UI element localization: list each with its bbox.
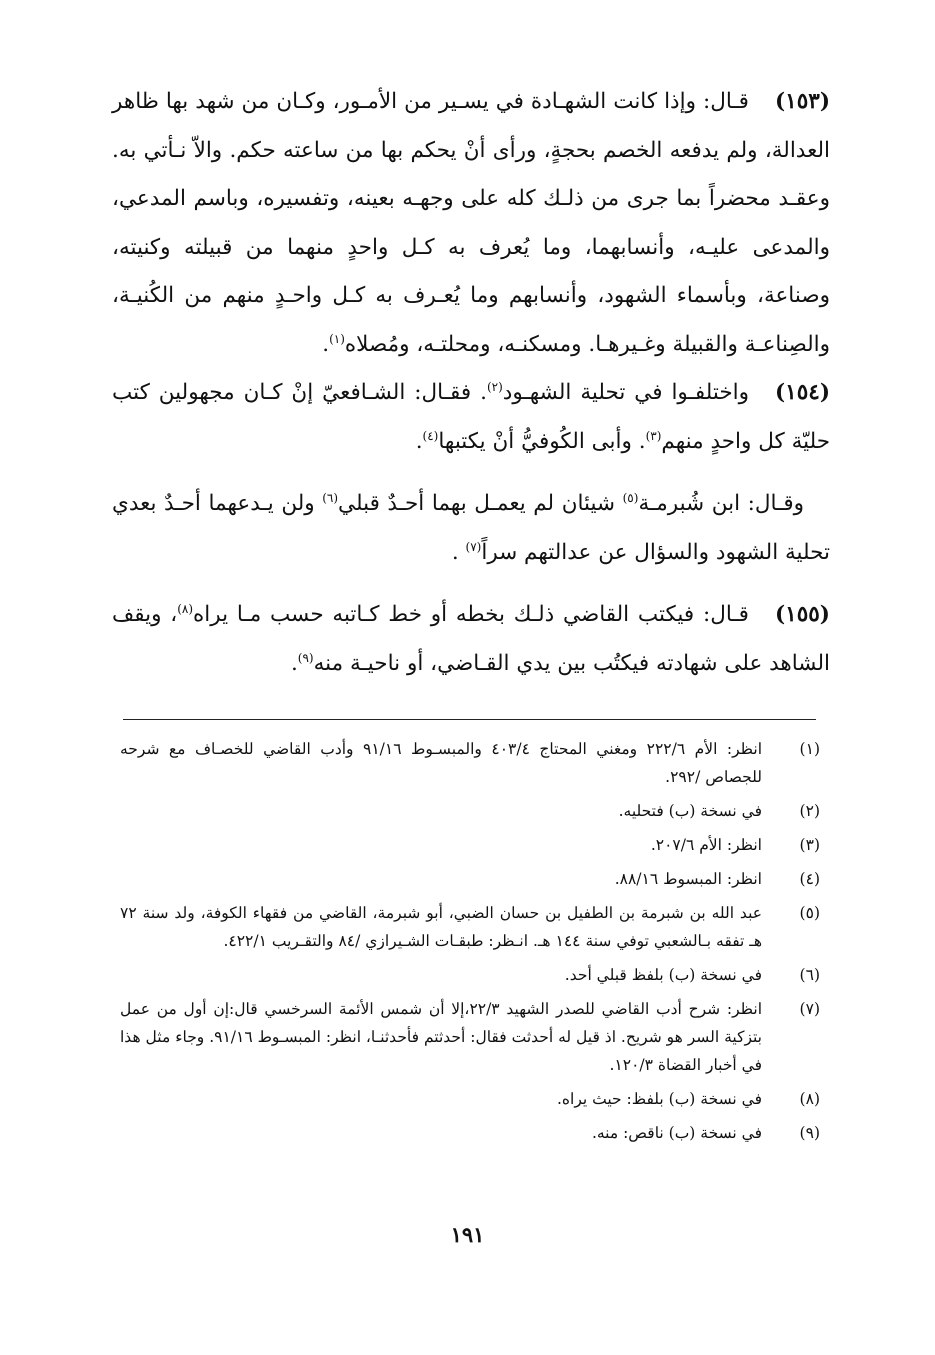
paragraph-text: ، ويقف الشاهد على شهادته فيكتُب بين يدي القـاضي، أو ناحيـة منه: [112, 602, 830, 676]
paragraph: [112, 591, 830, 688]
footnote: [120, 995, 820, 1079]
footnote-separator: [123, 719, 816, 720]
footnote-marker: (١): [329, 331, 345, 346]
paragraph-text: . فقـال: الشـافعيّ إنْ كـان مجهولين كتب حليّة كل واحدٍ منهم: [112, 380, 830, 454]
footnote-marker: (٢): [486, 379, 503, 394]
paragraph-text: شيئان لم يعمـل بهما أحـدٌ قبلي: [338, 491, 623, 516]
footnote-number: (٩): [799, 1124, 820, 1142]
footnote-text: انظر: الأم ٢٢٢/٦ ومغني المحتاج ٤٠٣/٤ والمبسـوط ٩١/١٦ وأدب القاضي للخصـاف مع شرحه للجصاص /٢٩٢.: [120, 740, 763, 786]
paragraph-number: (١٥٥): [774, 602, 830, 627]
footnote-text: عبد الله بن شبرمة بن الطفيل بن حسان الضبي، أبو شبرمة، القاضي من فقهاء الكوفة، ولد سنة ٧٢ هـ تفقه بـالشعبي توفي سنة ١٤٤ هـ. انـظر: طبقـات الشـيرازي /٨٤ والتقـريب ٤٢٢/١.: [120, 904, 762, 950]
paragraph-text: وقـال: ابن شُبرمـة: [638, 491, 804, 516]
footnote-marker: (٩): [297, 650, 314, 665]
footnote: [120, 831, 820, 859]
page-number: ١٩١: [450, 1222, 485, 1247]
footnote-marker: (٦): [322, 490, 339, 505]
footnote-text: انظر: الأم ٢٠٧/٦.: [650, 836, 762, 854]
footnote-text: في نسخة (ب) ناقص: منه.: [591, 1124, 762, 1142]
footnote-number: (٢): [799, 802, 820, 820]
paragraph-text: .: [290, 650, 298, 676]
footnote: [120, 797, 820, 825]
footnote-number: (٧): [799, 1000, 820, 1018]
footnote-marker: (٣): [645, 428, 662, 443]
footnote-text: انظر: شرح أدب القاضي للصدر الشهيد ٢٢/٣،إلا أن شمس الأئمة السرخسي قال:إن أول من عمل بتزكية السر هو شريح. اذ قيل له أحدثت فقال: أحدثتم فأحدثنـا، انظر: المبسـوط ٩١/١٦. وجاء مثل هذا في أخبار القضاة ١٢٠/٣.: [120, 1000, 763, 1074]
footnote: [120, 1119, 820, 1147]
paragraph: [112, 78, 830, 369]
footnote-text: انظر: المبسوط ٨٨/١٦.: [614, 870, 762, 888]
footnote: [120, 1085, 820, 1113]
paragraph-text: . وأبى الكُوفيُّ أنْ يكتبها: [438, 428, 646, 454]
footnote-number: (٥): [799, 904, 820, 922]
footnote-marker: (٥): [622, 490, 639, 505]
footnote-number: (٦): [799, 966, 820, 984]
footnote-text: في نسخة (ب) بلفظ: حيث يراه.: [556, 1090, 762, 1108]
footnote-text: في نسخة (ب) بلفظ قبلي أحد.: [564, 966, 762, 984]
paragraph: [112, 480, 830, 577]
footnote-number: (٣): [799, 836, 820, 854]
footnote: [120, 865, 820, 893]
main-text: [112, 78, 830, 688]
footnote-marker: (٨): [177, 601, 194, 616]
paragraph-number: (١٥٣): [774, 89, 830, 114]
footnote: [120, 961, 820, 989]
footnote: [120, 899, 820, 955]
paragraph: [112, 369, 830, 466]
footnote-text: في نسخة (ب) فتحليه.: [618, 802, 762, 820]
paragraph-text: .: [415, 428, 423, 454]
paragraph-text: ولن يـدعهما أحـدٌ بعدي تحلية الشهود والسؤال عن عدالتهم سراً: [112, 491, 830, 565]
paragraph-text: قـال: وإذا كانت الشهـادة في يسـير من الأمـور، وكـان من شهد بها ظاهر العدالة، ولم يدفعه الخصم بحجةٍ، ورأى أنْ يحكم بها من ساعته حكم. والاّ نـأتي به. وعقـد محضراً بما جرى من ذلـك كله على وجهـه بعينه، وتفسيره، وباسم المدعي، والمدعى عليـه، وأنسابهما، وما يُعرف به كـل واحدٍ منهما من قبيلته وكنيته، وصناعة، وبأسماء الشهود، وأنسابهم وما يُعـرف به كـل واحـدٍ منهم من الكُنيـة، والصِناعـة والقبيلة وغـيرهـا. ومسكنـه، ومحلتـه، ومُصلاه: [112, 89, 830, 357]
paragraph-text: قـال: فيكتب القاضي ذلـك بخطه أو خط كـاتبه حسب مـا يراه: [193, 602, 749, 627]
paragraph-text: .: [322, 331, 330, 357]
footnote-number: (٤): [799, 870, 820, 888]
footnote-marker: (٧): [465, 539, 482, 554]
footnote-marker: (٤): [422, 428, 439, 443]
paragraph-text: .: [451, 539, 466, 565]
footnote-number: (١): [799, 740, 820, 758]
footnote-number: (٨): [799, 1090, 820, 1108]
paragraph-number: (١٥٤): [774, 380, 830, 405]
footnote: [120, 735, 820, 791]
footnotes: [120, 735, 820, 1153]
paragraph-text: واختلفـوا في تحلية الشهـود: [502, 380, 749, 405]
